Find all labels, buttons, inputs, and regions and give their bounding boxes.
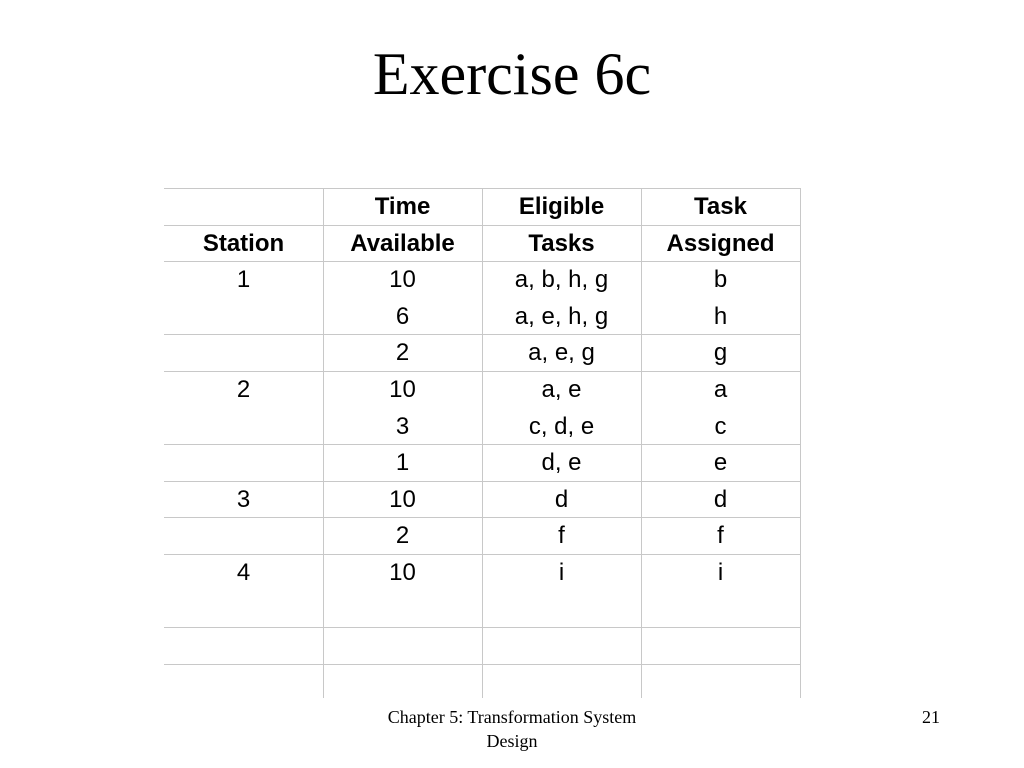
cell-time-available: 6 [395, 303, 410, 330]
cell-task-assigned: f [717, 522, 724, 549]
header-task-assigned: Assigned [666, 230, 775, 257]
cell-task-assigned: b [713, 266, 728, 293]
header-top-time-available: Time [374, 193, 431, 220]
cell-time-available: 10 [389, 266, 416, 293]
cell-time-available: 2 [395, 522, 410, 549]
cell-time-available: 2 [395, 339, 410, 366]
table-vline [800, 188, 801, 698]
cell-task-assigned: i [717, 559, 724, 586]
cell-station: 2 [236, 376, 251, 403]
cell-task-assigned: a [713, 376, 728, 403]
header-eligible-tasks: Tasks [528, 230, 595, 257]
cell-station: 4 [236, 559, 251, 586]
cell-task-assigned: d [713, 486, 728, 513]
header-top-eligible-tasks: Eligible [518, 193, 605, 220]
cell-task-assigned: e [713, 449, 728, 476]
cell-eligible-tasks: a, b, h, g [514, 266, 609, 293]
cell-eligible-tasks: i [558, 559, 565, 586]
cell-task-assigned: h [713, 303, 728, 330]
cell-time-available: 3 [395, 413, 410, 440]
cell-task-assigned: g [713, 339, 728, 366]
cell-eligible-tasks: a, e, h, g [514, 303, 609, 330]
cell-eligible-tasks: d [554, 486, 569, 513]
cell-eligible-tasks: a, e, g [528, 339, 595, 366]
cell-eligible-tasks: f [558, 522, 565, 549]
footer-chapter: Chapter 5: Transformation System Design [387, 707, 637, 751]
cell-time-available: 10 [389, 486, 416, 513]
header-station: Station [202, 230, 285, 257]
cell-eligible-tasks: d, e [541, 449, 582, 476]
cell-eligible-tasks: a, e [541, 376, 582, 403]
cell-time-available: 10 [389, 559, 416, 586]
cell-task-assigned: c [714, 413, 727, 440]
cell-station: 1 [236, 266, 251, 293]
cell-eligible-tasks: c, d, e [528, 413, 595, 440]
slide-title: Exercise 6c [372, 41, 652, 107]
cell-time-available: 10 [389, 376, 416, 403]
header-top-task-assigned: Task [694, 193, 747, 220]
header-time-available: Available [350, 230, 455, 257]
footer-page-number: 21 [922, 707, 940, 727]
cell-time-available: 1 [395, 449, 410, 476]
cell-station: 3 [236, 486, 251, 513]
